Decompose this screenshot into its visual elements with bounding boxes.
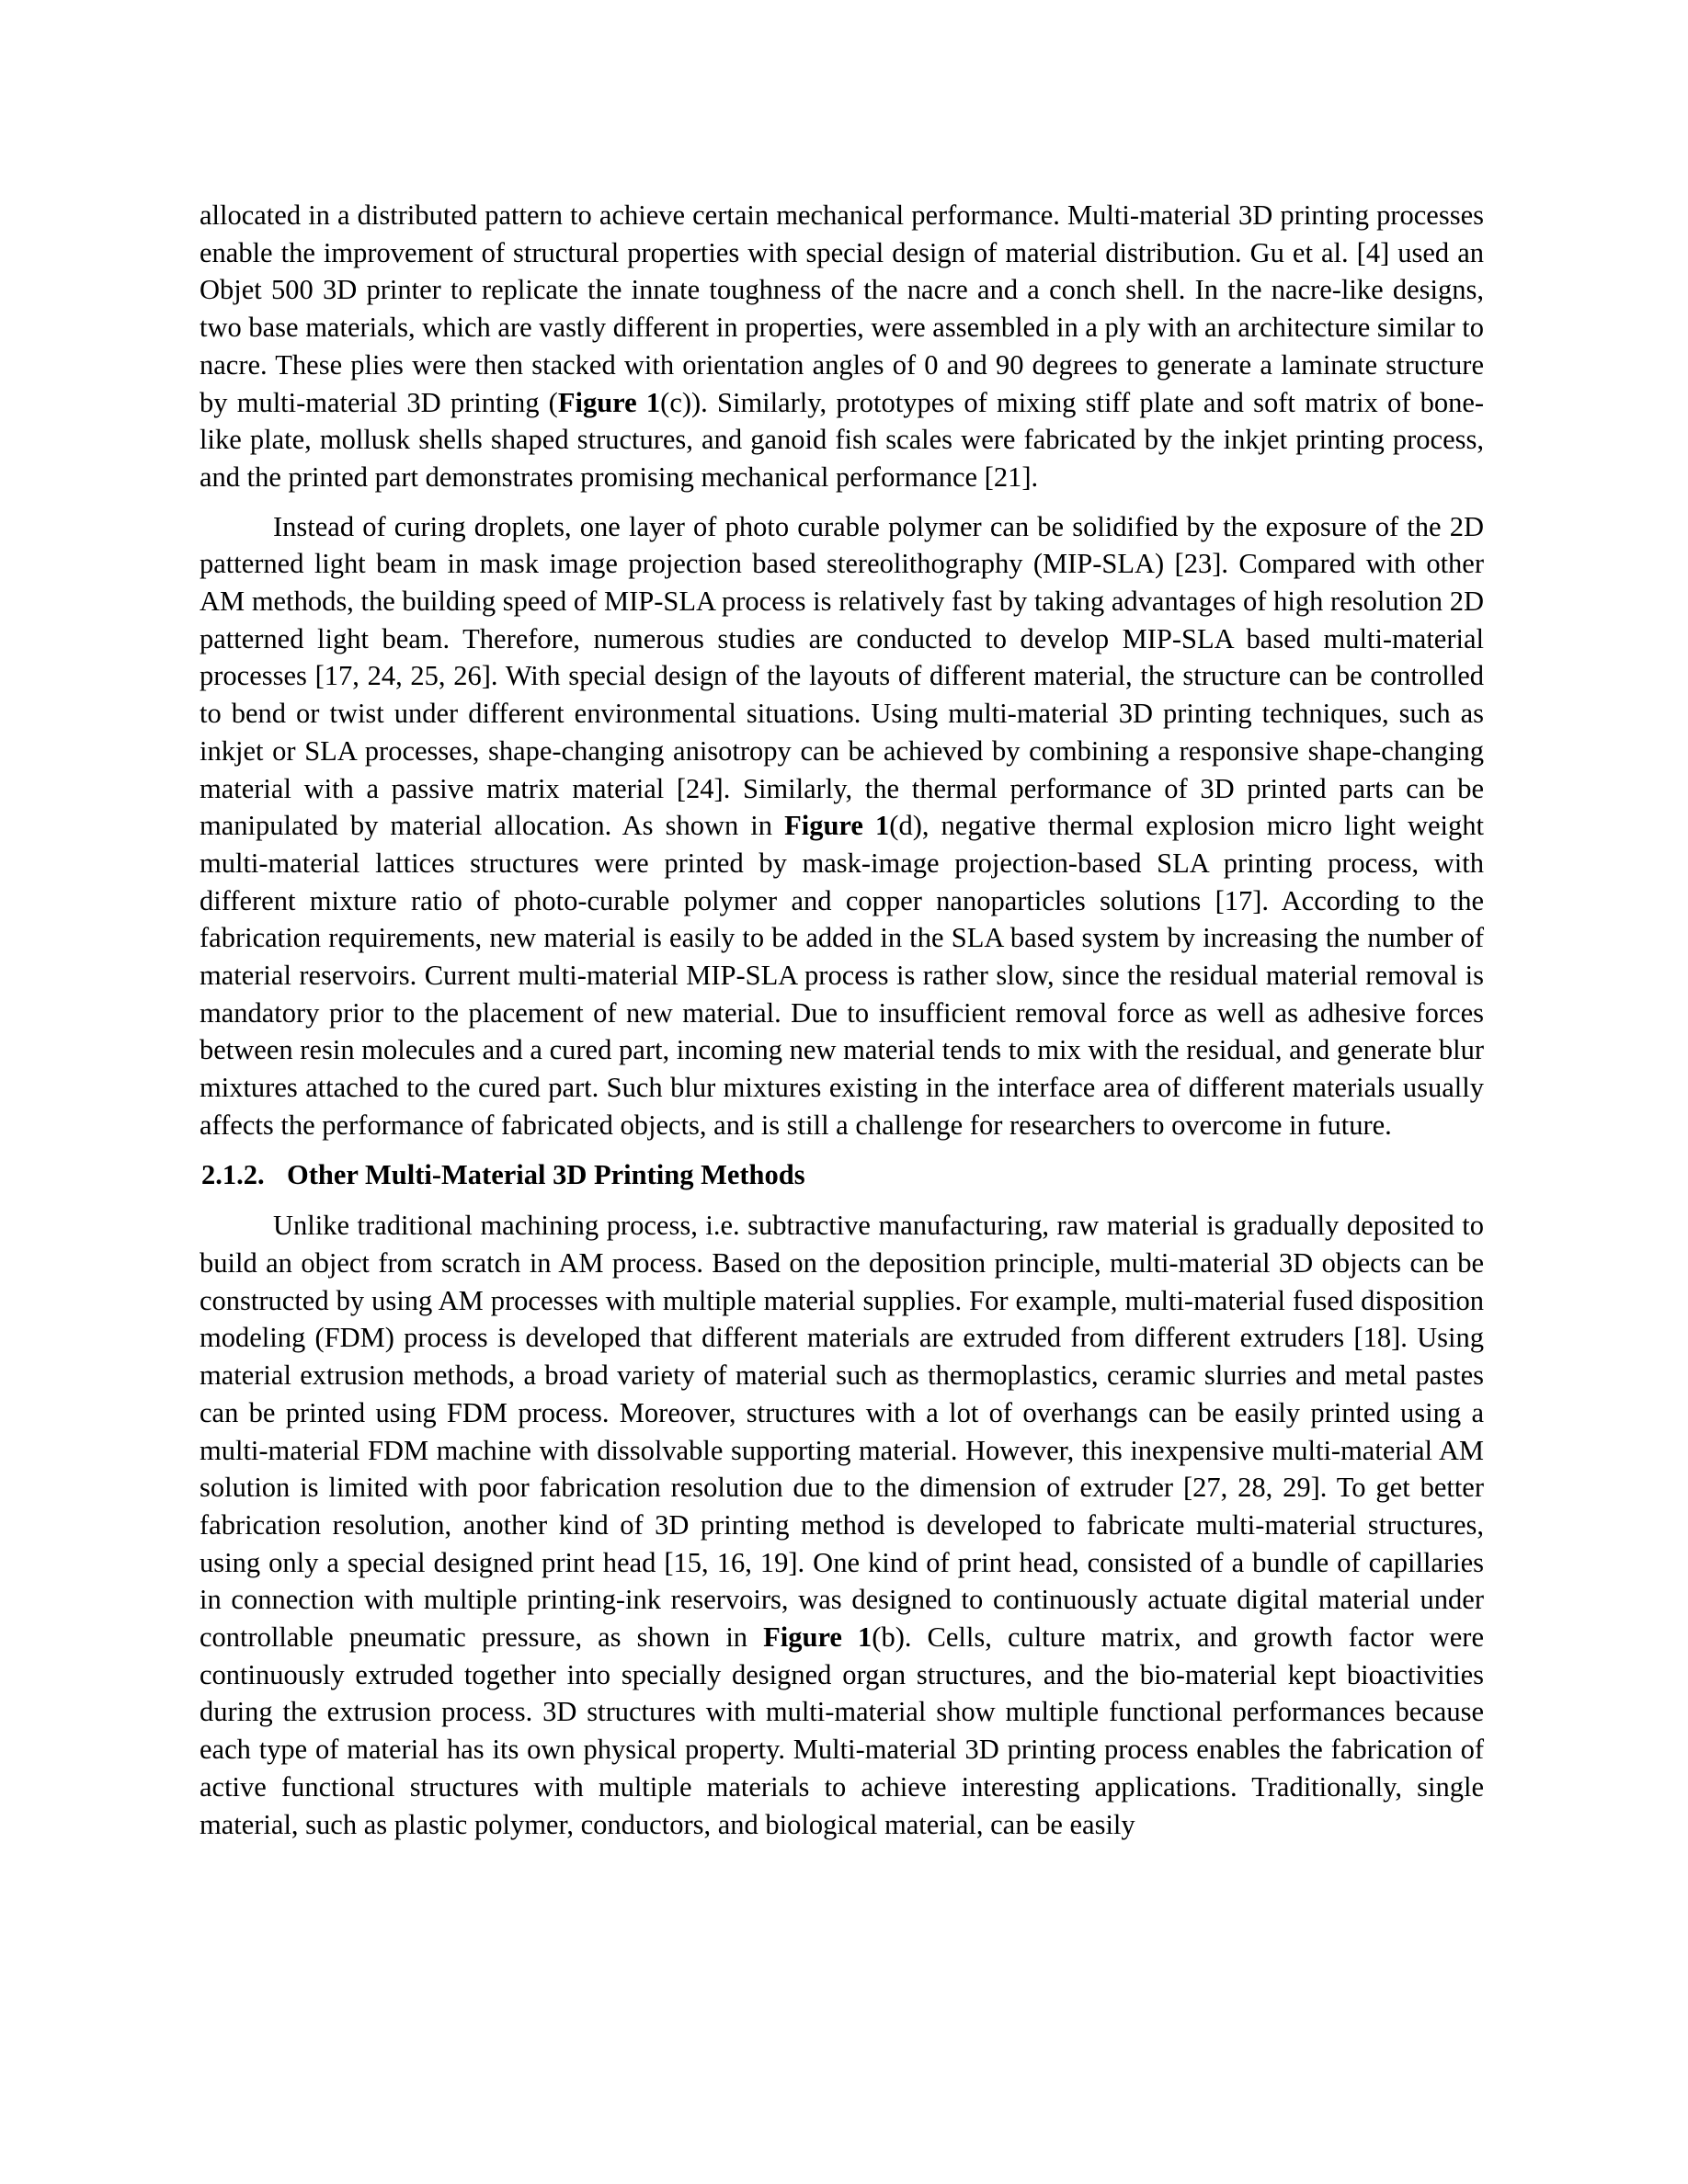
paragraph-mip-sla [200,508,1484,1144]
paragraph-text: (c)). Similarly, prototypes of mixing stiff plate and soft matrix of bone-like plate, mollusk shells shaped structures, and ganoid fish scales were fabricated by the inkjet printing process, and the printed part demonstrates promising mechanical performance [21]. [200,386,1485,493]
paragraph-other-methods [200,1207,1484,1843]
figure-reference: Figure 1 [557,386,661,418]
page-body [200,197,1484,1855]
section-heading [200,1156,1484,1194]
paragraph-text: Instead of curing droplets, one layer of photo curable polymer can be solidified by the exposure of the 2D patterned light beam in mask image projection based stereolithography (MIP-SLA) [23]. Compared with other AM methods, the building speed of MIP-SLA process is relatively fast by taking advantages of high resolution 2D patterned light beam. Therefore, numerous studies are conducted to develop MIP-SLA based multi-material processes [17, 24, 25, 26]. With special design of the layouts of different material, the structure can be controlled to bend or twist under different environmental situations. Using multi-material 3D printing techniques, such as inkjet or SLA processes, shape-changing anisotropy can be achieved by combining a responsive shape-changing material with a passive matrix material [24]. Similarly, the thermal performance of 3D printed parts can be manipulated by material allocation. As shown in [200,510,1484,842]
section-title: Other Multi-Material 3D Printing Methods [287,1158,805,1190]
paragraph-nacre-designs [200,197,1484,496]
figure-reference: Figure 1 [763,1621,873,1654]
paragraph-text: allocated in a distributed pattern to achieve certain mechanical performance. Multi-material 3D printing processes enable the improvement of structural properties with special design of material distribution. Gu et al. [4] used an Objet 500 3D printer to replicate the innate toughness of the nacre and a conch shell. In the nacre-like designs, two base materials, which are vastly different in properties, were assembled in a ply with an architecture similar to nacre. These plies were then stacked with orientation angles of 0 and 90 degrees to generate a laminate structure by multi-material 3D printing ( [200,199,1484,418]
paragraph-text: (d), negative thermal explosion micro light weight multi-material lattices structures were printed by mask-image projection-based SLA printing process, with different mixture ratio of photo-curable polymer and copper nanoparticles solutions [17]. According to the fabrication requirements, new material is easily to be added in the SLA based system by increasing the number of material reservoirs. Current multi-material MIP-SLA process is rather slow, since the residual material removal is mandatory prior to the placement of new material. Due to insufficient removal force as well as adhesive forces between resin molecules and a cured part, incoming new material tends to mix with the residual, and generate blur mixtures attached to the cured part. Such blur mixtures existing in the interface area of different materials usually affects the performance of fabricated objects, and is still a challenge for researchers to overcome in future. [200,810,1485,1141]
section-number: 2.1.2. [201,1158,265,1190]
paragraph-text: Unlike traditional machining process, i.e. subtractive manufacturing, raw material is gradually deposited to build an object from scratch in AM process. Based on the deposition principle, multi-material 3D objects can be constructed by using AM processes with multiple material supplies. For example, multi-material fused disposition modeling (FDM) process is developed that different materials are extruded from different extruders [18]. Using material extrusion methods, a broad variety of material such as thermoplastics, ceramic slurries and metal pastes can be printed using FDM process. Moreover, structures with a lot of overhangs can be easily printed using a multi-material FDM machine with dissolvable supporting material. However, this inexpensive multi-material AM solution is limited with poor fabrication resolution due to the dimension of extruder [27, 28, 29]. To get better fabrication resolution, another kind of 3D printing method is developed to fabricate multi-material structures, using only a special designed print head [15, 16, 19]. One kind of print head, consisted of a bundle of capillaries in connection with multiple printing-ink reservoirs, was designed to continuously actuate digital material under controllable pneumatic pressure, as shown in [200,1210,1484,1654]
paragraph-text: (b). Cells, culture matrix, and growth factor were continuously extruded together into specially designed organ structures, and the bio-material kept bioactivities during the extrusion process. 3D structures with multi-material show multiple functional performances because each type of material has its own physical property. Multi-material 3D printing process enables the fabrication of active functional structures with multiple materials to achieve interesting applications. Traditionally, single material, such as plastic polymer, conductors, and biological material, can be easily [200,1621,1485,1840]
figure-reference: Figure 1 [784,810,890,842]
